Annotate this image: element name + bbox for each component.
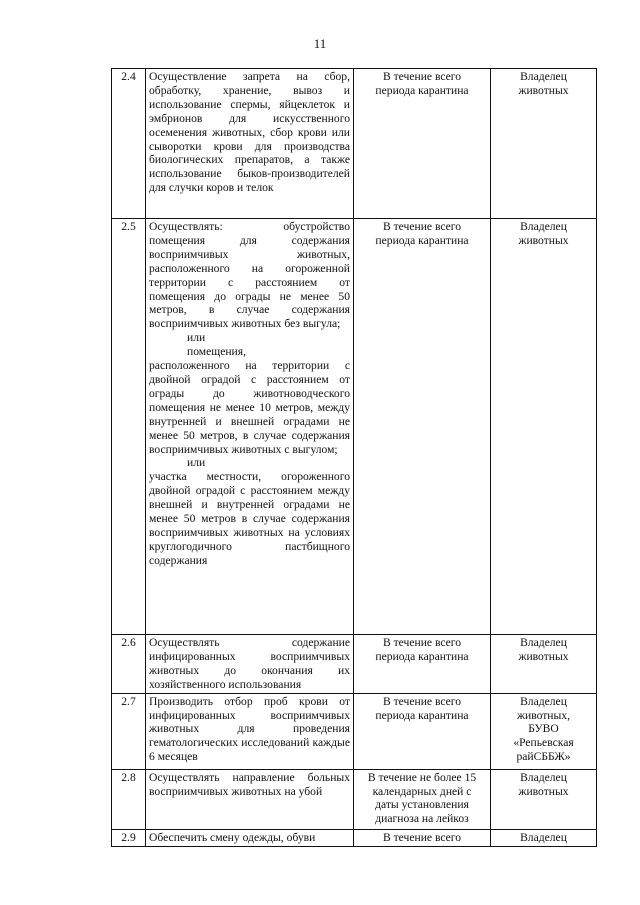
- responsible-line: Владелец: [520, 830, 567, 844]
- responsible-line: БУВО: [528, 722, 559, 736]
- term-line: В течение всего: [382, 636, 462, 649]
- responsible-line: Владелец: [520, 70, 567, 83]
- row-number: 2.8: [112, 769, 146, 829]
- term-cell: [354, 635, 491, 694]
- table-row: [112, 219, 597, 635]
- measure-text: Обеспечить смену одежды, обуви: [146, 829, 354, 846]
- responsible-line: животных: [518, 784, 569, 798]
- responsible-line: райСББЖ»: [516, 750, 571, 764]
- measure-text: Осуществлять направление больных восприимчивых животных на убой: [146, 769, 354, 829]
- term-line: календарных дней с: [372, 784, 472, 798]
- measure-text: Осуществление запрета на сбор, обработку, хранение, вывоз и использование спермы, яйцеклеток и эмбрионов для искусственного осеменения животных, сбор крови или сыворотки крови для производства биологических препаратов, а также использование быков-производителей для случки коров и телок: [146, 69, 354, 219]
- page-number: 11: [313, 36, 327, 51]
- term-line: периода карантина: [375, 233, 469, 247]
- responsible-line: животных: [518, 83, 569, 97]
- term-line: периода карантина: [375, 649, 469, 663]
- responsible-cell: [491, 219, 597, 635]
- table-row: [112, 693, 597, 769]
- measure-text: Осуществлять содержание инфицированных восприимчивых животных до окончания их хозяйственного использования: [146, 635, 354, 694]
- measure-paragraph: помещения,: [187, 345, 246, 359]
- measure-paragraph: или: [187, 331, 206, 345]
- table-row: [112, 69, 597, 219]
- responsible-line: Владелец: [520, 220, 567, 233]
- measure-text: [146, 219, 354, 635]
- responsible-line: «Репьевская: [513, 736, 574, 750]
- term-line: В течение всего: [382, 70, 462, 83]
- term-cell: [354, 219, 491, 635]
- responsible-line: Владелец: [520, 694, 567, 708]
- row-number: 2.4: [112, 69, 146, 219]
- row-number: 2.7: [112, 693, 146, 769]
- responsible-cell: [491, 693, 597, 769]
- measures-table: [111, 68, 597, 847]
- table-row: [112, 635, 597, 694]
- responsible-line: Владелец: [520, 636, 567, 649]
- term-line: В течение всего: [382, 694, 462, 708]
- term-cell: [354, 769, 491, 829]
- table-row: [112, 829, 597, 846]
- responsible-cell: [491, 69, 597, 219]
- term-cell: [354, 69, 491, 219]
- measure-paragraph: расположенного на территории с двойной оградой с расстоянием от ограды до животноводческого помещения не менее 10 метров, между внутренней и внешней оградами не менее 50 метров, в случае содержания восприимчивых животных с выгулом;: [149, 359, 350, 456]
- term-line: В течение всего: [382, 220, 462, 233]
- term-line: даты установления: [375, 798, 469, 812]
- measure-paragraph: Осуществлять: обустройство помещения для содержания восприимчивых животных, расположенного на огороженной территории с расстоянием от помещения до ограды не менее 50 метров, в случае содержания восприимчивых животных без выгула;: [149, 220, 350, 331]
- term-line: периода карантина: [375, 708, 469, 722]
- table-row: [112, 769, 597, 829]
- responsible-cell: [491, 769, 597, 829]
- responsible-line: животных,: [516, 708, 570, 722]
- responsible-cell: [491, 829, 597, 846]
- row-number: 2.5: [112, 219, 146, 635]
- measure-paragraph: или: [187, 456, 206, 470]
- measure-text: Производить отбор проб крови от инфицированных восприимчивых животных для проведения гематологических исследований каждые 6 месяцев: [146, 693, 354, 769]
- term-line: В течение не более 15: [367, 770, 477, 784]
- term-line: В течение всего: [382, 830, 462, 844]
- term-line: диагноза на лейкоз: [375, 812, 469, 826]
- responsible-cell: [491, 635, 597, 694]
- measure-paragraph: участка местности, огороженного двойной оградой с расстоянием между внешней и внутренней оградами не менее 50 метров в случае содержания восприимчивых животных на условиях круглогодичного пастбищного содержания: [149, 470, 350, 567]
- term-line: периода карантина: [375, 83, 469, 97]
- term-cell: [354, 693, 491, 769]
- row-number: 2.9: [112, 829, 146, 846]
- responsible-line: животных: [518, 233, 569, 247]
- responsible-line: Владелец: [520, 770, 567, 784]
- row-number: 2.6: [112, 635, 146, 694]
- term-cell: [354, 829, 491, 846]
- responsible-line: животных: [518, 649, 569, 663]
